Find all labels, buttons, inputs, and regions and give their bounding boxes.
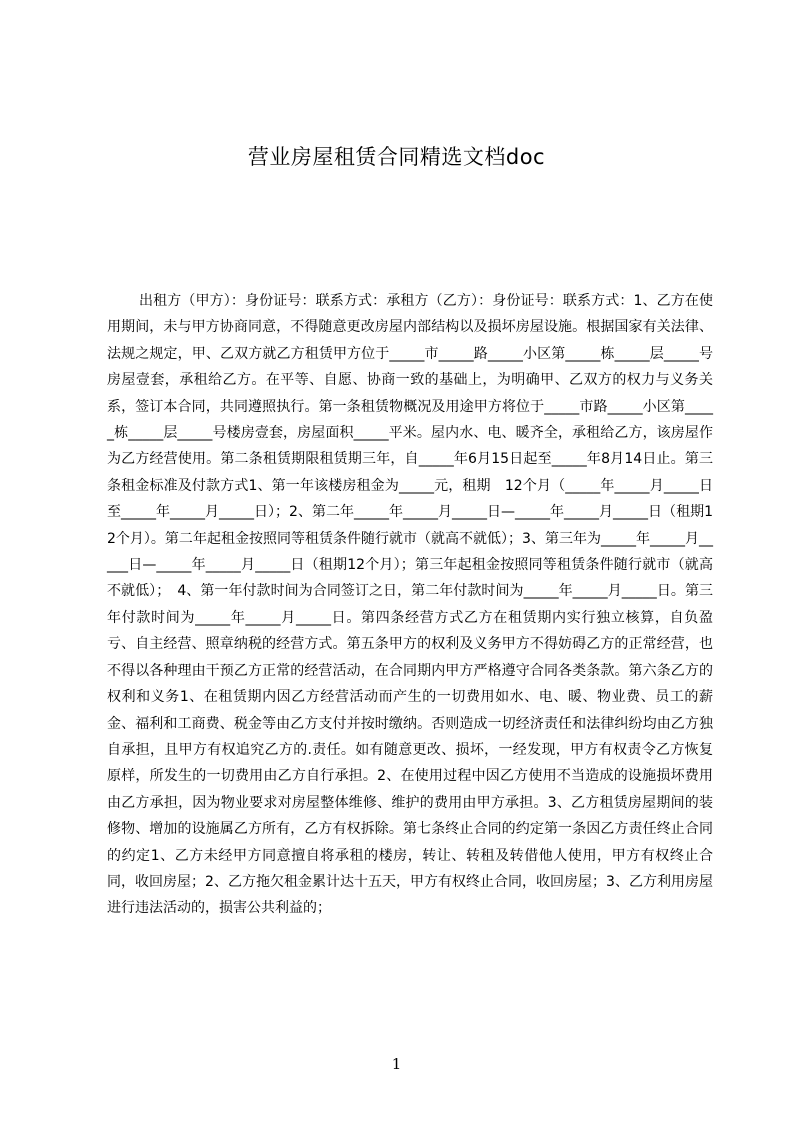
- document-title: 营业房屋租赁合同精选文档doc: [247, 145, 546, 169]
- page-number: 1: [391, 1055, 402, 1073]
- document-body-text: 出租方（甲方）：身份证号：联系方式：承租方（乙方）：身份证号：联系方式：1、乙方在使用期间，未与甲方协商同意，不得随意更改房屋内部结构以及损坏房屋设施。根据国家有关法律、法规之规定，甲、乙双方就乙方租赁甲方位于_____市_____路_____小区第_____栋_____层_____号房屋壹套，承租给乙方。在平等、自愿、协商一致的基础上，为明确甲、乙双方的权力与义务关系，签订本合同，共同遵照执行。第一条租赁物概况及用途甲方将位于_____市路_____小区第_____栋_____层_____号楼房壹套，房屋面积_____平米。屋内水、电、暖齐全，承租给乙方，该房屋作为乙方经营使用。第二条租赁期限租赁期三年，自_____年6月15日起至_____年8月14日止。第三条租金标准及付款方式1、第一年该楼房租金为_____元，租期 12个月（_____年_____月_____日至_____年_____月_____日）；2、第二年_____年_____月_____日—_____年_____月_____日（租期12个月）。第二年起租金按照同等租赁条件随行就市（就高不就低）；3、第三年为_____年_____月_____日—_____年_____月_____日（租期12个月）；第三年起租金按照同等租赁条件随行就市（就高不就低）； 4、第一年付款时间为合同签订之日，第二年付款时间为_____年_____月_____日。第三年付款时间为_____年_____月_____日。第四条经营方式乙方在租赁期内实行独立核算，自负盈亏、自主经营、照章纳税的经营方式。第五条甲方的权利及义务甲方不得妨碍乙方的正常经营，也不得以各种理由干预乙方正常的经营活动，在合同期内甲方严格遵守合同各类条款。第六条乙方的权利和义务1、在租赁期内因乙方经营活动而产生的一切费用如水、电、暖、物业费、员工的薪金、福利和工商费、税金等由乙方支付并按时缴纳。否则造成一切经济责任和法律纠纷均由乙方独自承担，且甲方有权追究乙方的.责任。如有随意更改、损坏，一经发现，甲方有权责令乙方恢复原样，所发生的一切费用由乙方自行承担。2、在使用过程中因乙方使用不当造成的设施损坏费用由乙方承担，因为物业要求对房屋整体维修、维护的费用由甲方承担。3、乙方租赁房屋期间的装修物、增加的设施属乙方所有，乙方有权拆除。第七条终止合同的约定第一条因乙方责任终止合同的约定1、乙方未经甲方同意擅自将承租的楼房，转让、转租及转借他人使用，甲方有权终止合同，收回房屋；2、乙方拖欠租金累计达十五天，甲方有权终止合同，收回房屋；3、乙方利用房屋进行违法活动的，损害公共利益的；: [107, 293, 713, 917]
- document-body-area: [107, 288, 713, 917]
